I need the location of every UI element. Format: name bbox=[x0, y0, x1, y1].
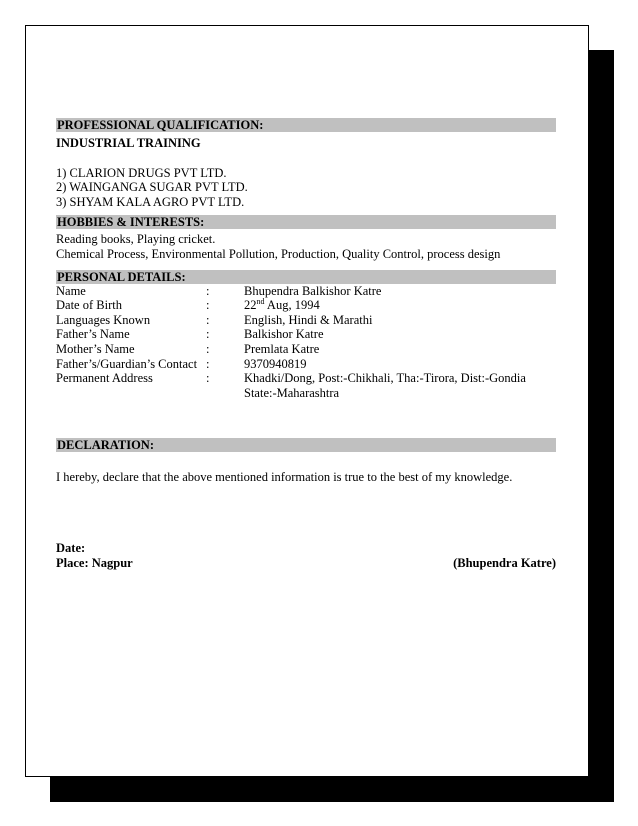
sign-row bbox=[56, 556, 556, 571]
detail-value: English, Hindi & Marathi bbox=[244, 312, 373, 327]
detail-colon: : bbox=[206, 283, 210, 298]
hobbies-line-1: Reading books, Playing cricket. bbox=[56, 232, 216, 247]
document-page bbox=[25, 25, 589, 777]
detail-label: Father’s Name bbox=[56, 327, 130, 342]
detail-value: Balkishor Katre bbox=[244, 327, 324, 342]
hobbies-heading: HOBBIES & INTERESTS: bbox=[56, 215, 556, 229]
detail-label: Permanent Address bbox=[56, 371, 153, 386]
resume-content bbox=[56, 118, 556, 570]
training-item-1: 1) CLARION DRUGS PVT LTD. bbox=[56, 165, 227, 180]
detail-label: Father’s/Guardian’s Contact bbox=[56, 356, 198, 371]
training-item-2: 2) WAINGANGA SUGAR PVT LTD. bbox=[56, 180, 248, 195]
hobbies-line-2: Chemical Process, Environmental Pollution, Production, Quality Control, process design bbox=[56, 246, 501, 261]
detail-label: Date of Birth bbox=[56, 298, 122, 313]
detail-colon: : bbox=[206, 356, 210, 371]
address-line-1: Khadki/Dong, Post:-Chikhali, Tha:-Tirora, Dist:-Gondia bbox=[244, 371, 526, 386]
detail-colon: : bbox=[206, 298, 210, 313]
signature-name: (Bhupendra Katre) bbox=[453, 555, 556, 570]
declaration-heading: DECLARATION: bbox=[56, 438, 556, 452]
declaration-text: I hereby, declare that the above mentioned information is true to the best of my knowledge. bbox=[56, 470, 513, 485]
industrial-training-subheading: INDUSTRIAL TRAINING bbox=[56, 136, 201, 150]
detail-colon: : bbox=[206, 312, 210, 327]
dob-suffix: nd bbox=[256, 297, 265, 306]
dob-day: 22 bbox=[244, 298, 257, 313]
detail-value bbox=[244, 298, 556, 313]
detail-label: Name bbox=[56, 283, 86, 298]
personal-details-heading: PERSONAL DETAILS: bbox=[56, 270, 556, 284]
detail-colon: : bbox=[206, 327, 210, 342]
detail-row-mother bbox=[56, 342, 556, 357]
detail-value: 9370940819 bbox=[244, 356, 307, 371]
date-label: Date: bbox=[56, 540, 86, 555]
detail-label: Languages Known bbox=[56, 312, 151, 327]
detail-label: Mother’s Name bbox=[56, 341, 135, 356]
address-line-2: State:-Maharashtra bbox=[244, 385, 340, 400]
detail-row-father bbox=[56, 327, 556, 342]
detail-colon: : bbox=[206, 341, 210, 356]
detail-row-contact bbox=[56, 357, 556, 372]
dob-rest: Aug, 1994 bbox=[264, 298, 320, 313]
qualification-heading: PROFESSIONAL QUALIFICATION: bbox=[56, 118, 556, 132]
detail-value: Bhupendra Balkishor Katre bbox=[244, 283, 382, 298]
detail-row-name bbox=[56, 284, 556, 299]
detail-row-address bbox=[56, 371, 556, 400]
training-item-3: 3) SHYAM KALA AGRO PVT LTD. bbox=[56, 194, 245, 209]
detail-row-dob bbox=[56, 298, 556, 313]
detail-value bbox=[244, 371, 556, 400]
detail-value: Premlata Katre bbox=[244, 341, 320, 356]
detail-row-languages bbox=[56, 313, 556, 328]
place-label: Place: Nagpur bbox=[56, 555, 133, 570]
detail-colon: : bbox=[206, 371, 210, 386]
